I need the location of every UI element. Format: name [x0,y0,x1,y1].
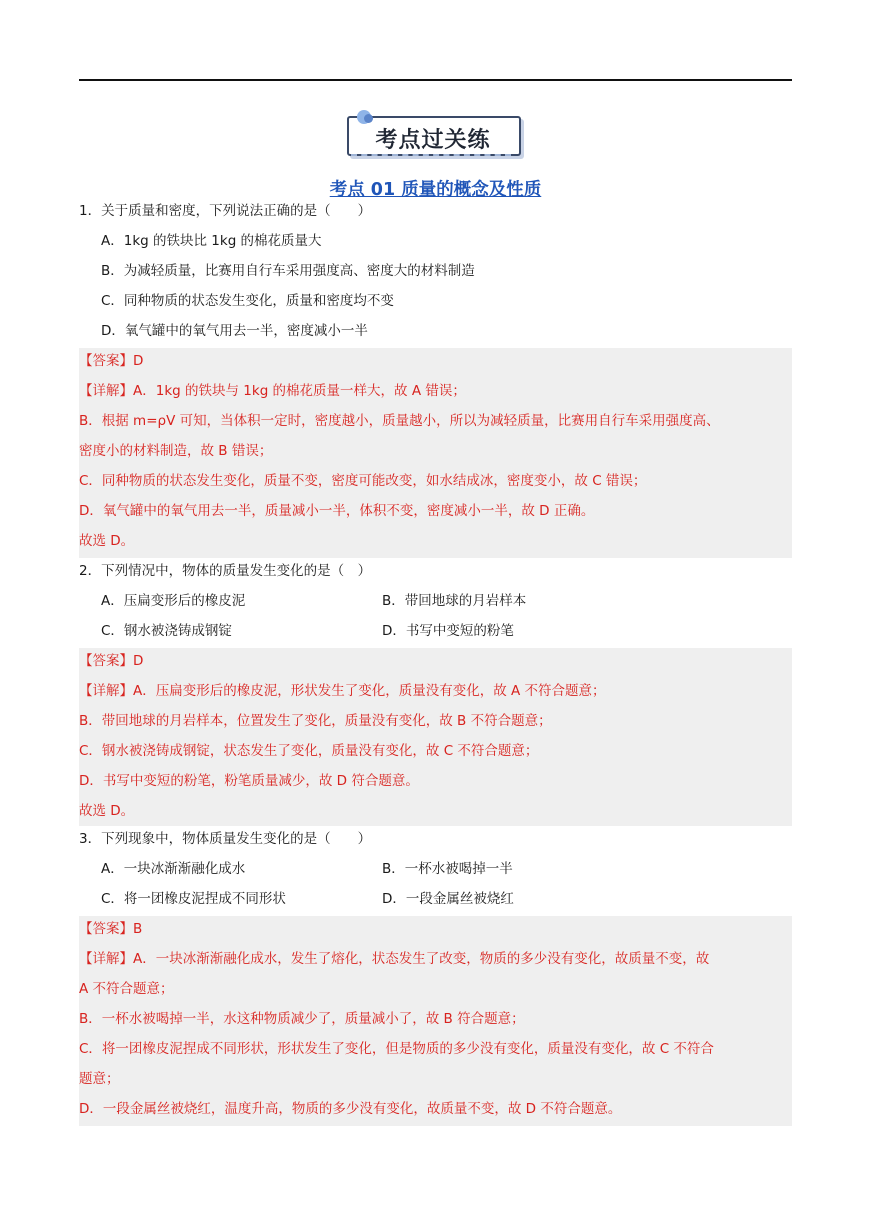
question-1-option-d: D．氧气罐中的氧气用去一半，密度减小一半 [101,323,368,339]
question-3-option-d: D．一段金属丝被烧红 [382,891,514,907]
banner-bubble-small-icon [364,114,373,123]
question-1-detail-line: 故选 D。 [79,533,135,549]
question-1-answer: 【答案】D [79,353,144,369]
question-3-option-b: B．一杯水被喝掉一半 [382,861,513,877]
question-2-detail-line: 【详解】A．压扁变形后的橡皮泥，形状发生了变化，质量没有变化，故 A 不符合题意； [79,683,606,699]
section-banner [347,112,521,156]
question-1-option-c: C．同种物质的状态发生变化，质量和密度均不变 [101,293,394,309]
question-3-option-c: C．将一团橡皮泥捏成不同形状 [101,891,286,907]
question-3-option-a: A．一块冰渐渐融化成水 [101,861,246,877]
banner-dash-line [351,154,511,156]
question-3-detail-line: C．将一团橡皮泥捏成不同形状，形状发生了变化，但是物质的多少没有变化，质量没有变化，故 C 不符合 [79,1041,714,1057]
question-1-detail-line: C．同种物质的状态发生变化，质量不变，密度可能改变，如水结成冰，密度变小，故 C 错误； [79,473,647,489]
question-1-detail-line: B．根据 m=ρV 可知，当体积一定时，密度越小，质量越小，所以为减轻质量，比赛用自行车采用强度高、 [79,413,720,429]
question-1-detail-line: 密度小的材料制造，故 B 错误； [79,443,273,459]
section-title: 考点 01 质量的概念及性质 [329,180,542,200]
question-3-answer: 【答案】B [79,921,143,937]
question-1-detail-line: D．氧气罐中的氧气用去一半，质量减小一半，体积不变，密度减小一半，故 D 正确。 [79,503,595,519]
question-3-detail-line: A 不符合题意； [79,981,174,997]
question-2-option-a: A．压扁变形后的橡皮泥 [101,593,246,609]
question-3-stem: 3．下列现象中，物体质量发生变化的是（ ） [79,831,372,847]
question-1-stem: 1．关于质量和密度，下列说法正确的是（ ） [79,203,372,219]
question-3-detail-line: 【详解】A．一块冰渐渐融化成水，发生了熔化，状态发生了改变，物质的多少没有变化，故质量不变，故 [79,951,710,967]
header-rule [79,79,792,81]
question-1-option-b: B．为减轻质量，比赛用自行车采用强度高、密度大的材料制造 [101,263,475,279]
question-2-option-b: B．带回地球的月岩样本 [382,593,527,609]
question-2-stem: 2．下列情况中，物体的质量发生变化的是（ ） [79,563,372,579]
question-2-detail-line: B．带回地球的月岩样本，位置发生了变化，质量没有变化，故 B 不符合题意； [79,713,552,729]
question-3-detail-line: B．一杯水被喝掉一半，水这种物质减少了，质量减小了，故 B 符合题意； [79,1011,525,1027]
banner-title: 考点过关练 [375,128,491,153]
question-1-detail-line: 【详解】A．1kg 的铁块与 1kg 的棉花质量一样大，故 A 错误； [79,383,466,399]
question-2-detail-line: D．书写中变短的粉笔，粉笔质量减少，故 D 符合题意。 [79,773,419,789]
question-3-detail-line: D．一段金属丝被烧红，温度升高，物质的多少没有变化，故质量不变，故 D 不符合题意。 [79,1101,622,1117]
question-3-detail-line: 题意； [79,1071,120,1087]
question-2-detail-line: C．钢水被浇铸成钢锭，状态发生了变化，质量没有变化，故 C 不符合题意； [79,743,539,759]
question-1-option-a: A．1kg 的铁块比 1kg 的棉花质量大 [101,233,322,249]
question-2-detail-line: 故选 D。 [79,803,135,819]
question-2-option-c: C．钢水被浇铸成钢锭 [101,623,232,639]
question-2-option-d: D．书写中变短的粉笔 [382,623,514,639]
question-2-answer: 【答案】D [79,653,144,669]
